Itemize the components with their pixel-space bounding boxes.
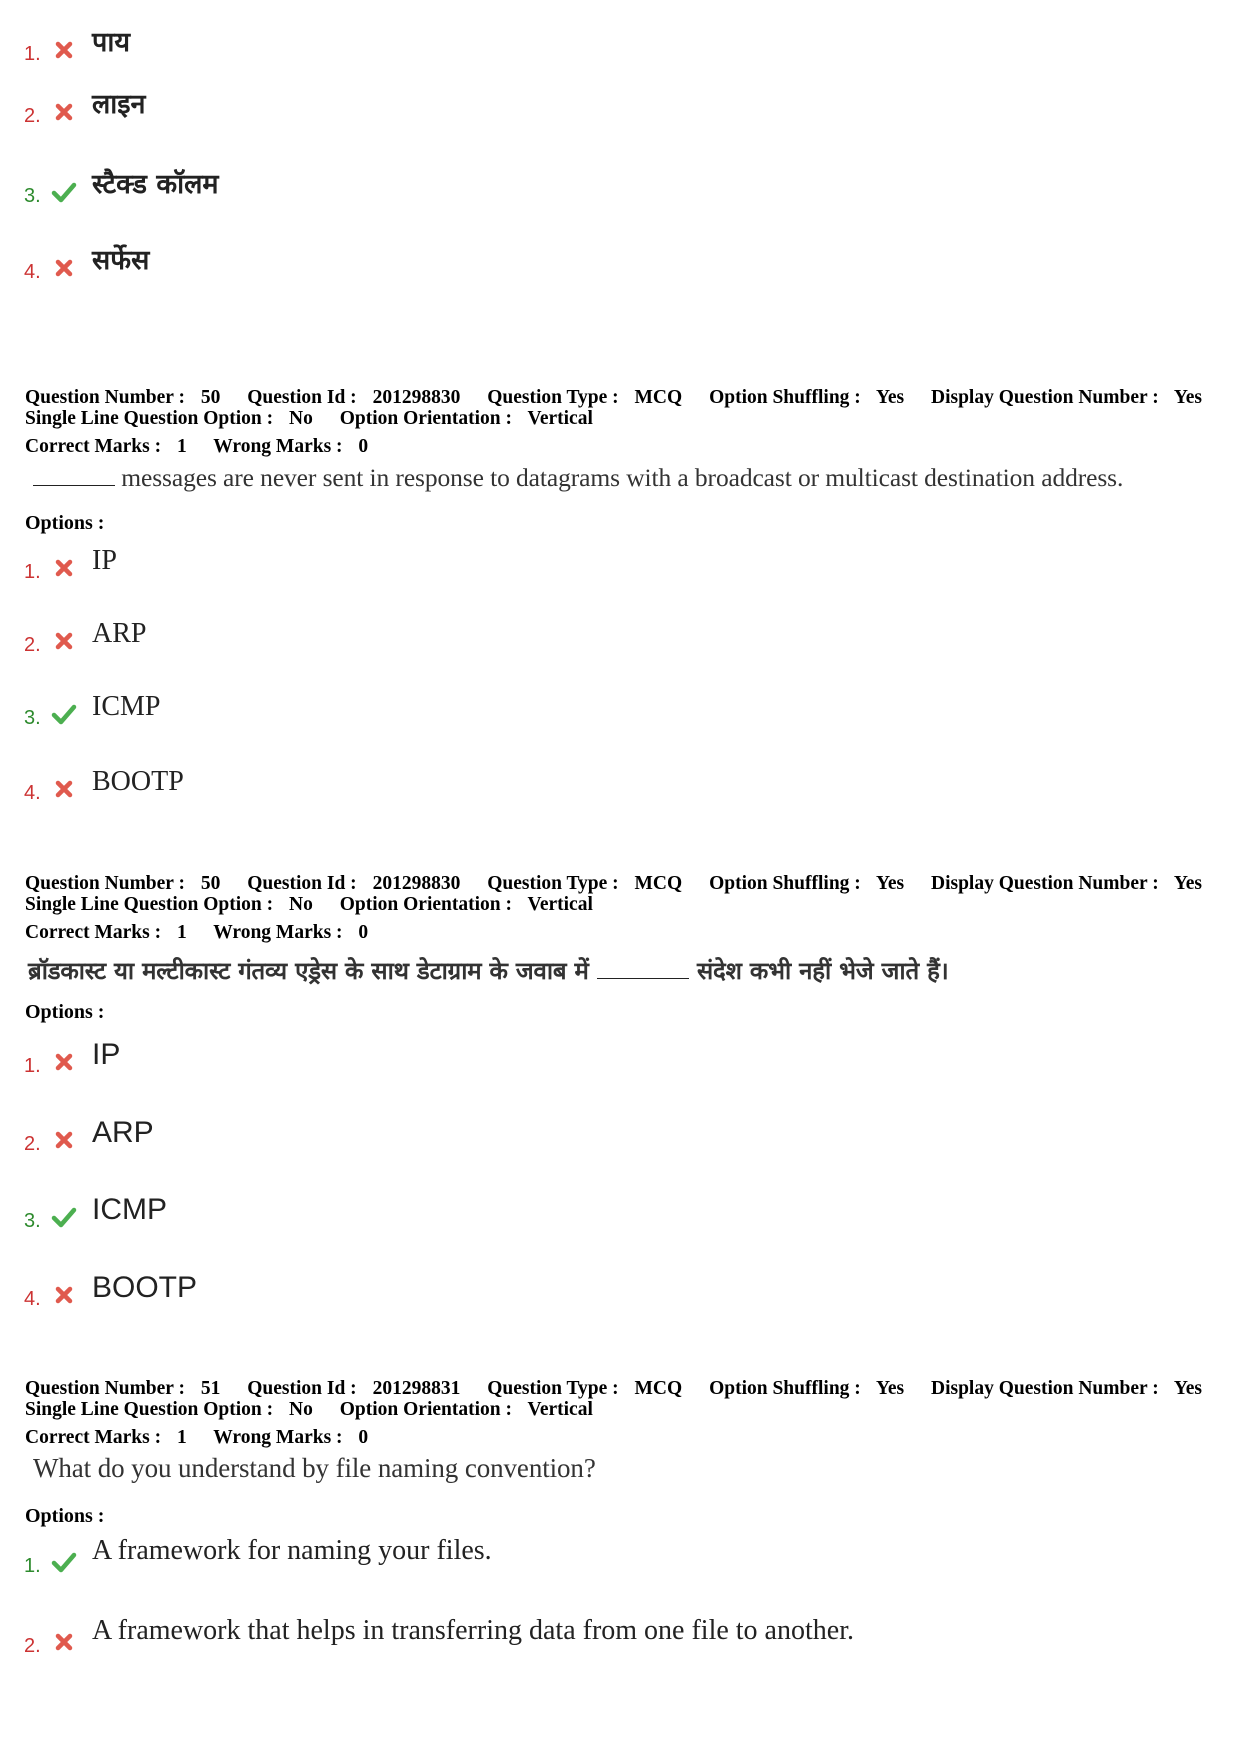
option-text: BOOTP bbox=[92, 1271, 198, 1304]
question-number: 50 bbox=[200, 873, 221, 894]
question-type: MCQ bbox=[634, 873, 683, 894]
check-icon bbox=[51, 702, 77, 726]
marks-line: Correct Marks : 1 Wrong Marks : 0 bbox=[25, 436, 369, 457]
display-question-number: Yes bbox=[1173, 387, 1203, 408]
option-text: A framework that helps in transferring data from one file to another. bbox=[92, 1615, 854, 1646]
option-text: ICMP bbox=[92, 691, 161, 722]
question-meta-line-1: Question Number : 51 Question Id : 201298831 Question Type : MCQ Option Shuffling : Yes Display Question Number : Yes bbox=[25, 1378, 1203, 1399]
option-number: 3. bbox=[24, 185, 41, 207]
correct-marks: 1 bbox=[176, 436, 187, 457]
cross-icon bbox=[51, 777, 77, 801]
correct-marks: 1 bbox=[176, 922, 187, 943]
wrong-marks: 0 bbox=[358, 1427, 369, 1448]
option-text: ARP bbox=[92, 1116, 154, 1149]
question-meta-line-1: Question Number : 50 Question Id : 201298830 Question Type : MCQ Option Shuffling : Yes Display Question Number : Yes bbox=[25, 873, 1203, 894]
question-id: 201298830 bbox=[372, 387, 461, 408]
wrong-marks: 0 bbox=[358, 922, 369, 943]
cross-icon bbox=[51, 1128, 77, 1152]
option-number: 1. bbox=[24, 561, 41, 583]
option-number: 3. bbox=[24, 1210, 41, 1232]
option-shuffling: Yes bbox=[875, 873, 905, 894]
question-id: 201298831 bbox=[372, 1378, 461, 1399]
options-label: Options : bbox=[25, 1505, 105, 1527]
question-number: 50 bbox=[200, 387, 221, 408]
option-text: ARP bbox=[92, 618, 147, 649]
option-number: 3. bbox=[24, 707, 41, 729]
question-type: MCQ bbox=[634, 1378, 683, 1399]
option-text: ICMP bbox=[92, 1193, 167, 1226]
option-shuffling: Yes bbox=[875, 387, 905, 408]
marks-line: Correct Marks : 1 Wrong Marks : 0 bbox=[25, 1427, 369, 1448]
answer-blank bbox=[33, 463, 115, 486]
option-text: IP bbox=[92, 1038, 121, 1071]
check-icon bbox=[51, 180, 77, 204]
option-text: IP bbox=[92, 545, 117, 576]
cross-icon bbox=[51, 38, 77, 62]
cross-icon bbox=[51, 100, 77, 124]
question-id: 201298830 bbox=[372, 873, 461, 894]
cross-icon bbox=[51, 1050, 77, 1074]
option-number: 2. bbox=[24, 1635, 41, 1657]
question-text: What do you understand by file naming convention? bbox=[33, 1453, 596, 1483]
cross-icon bbox=[51, 629, 77, 653]
question-meta-line-1: Question Number : 50 Question Id : 201298830 Question Type : MCQ Option Shuffling : Yes Display Question Number : Yes bbox=[25, 387, 1203, 408]
answer-blank bbox=[597, 956, 689, 979]
option-number: 4. bbox=[24, 261, 41, 283]
option-text: सर्फेस bbox=[92, 245, 150, 276]
marks-line: Correct Marks : 1 Wrong Marks : 0 bbox=[25, 922, 369, 943]
display-question-number: Yes bbox=[1173, 873, 1203, 894]
question-type: MCQ bbox=[634, 387, 683, 408]
option-text: पाय bbox=[92, 27, 130, 58]
option-text: स्टैक्ड कॉलम bbox=[92, 169, 219, 200]
cross-icon bbox=[51, 556, 77, 580]
question-meta-line-2: Single Line Question Option : No Option Orientation : Vertical bbox=[25, 408, 593, 429]
question-meta-line-2: Single Line Question Option : No Option Orientation : Vertical bbox=[25, 894, 593, 915]
option-shuffling: Yes bbox=[875, 1378, 905, 1399]
check-icon bbox=[51, 1205, 77, 1229]
option-number: 2. bbox=[24, 634, 41, 656]
option-number: 4. bbox=[24, 1288, 41, 1310]
option-number: 2. bbox=[24, 1133, 41, 1155]
display-question-number: Yes bbox=[1173, 1378, 1203, 1399]
cross-icon bbox=[51, 1630, 77, 1654]
option-number: 1. bbox=[24, 1555, 41, 1577]
question-meta-line-2: Single Line Question Option : No Option Orientation : Vertical bbox=[25, 1399, 593, 1420]
question-text: messages are never sent in response to datagrams with a broadcast or multicast destination address. bbox=[33, 463, 1123, 493]
check-icon bbox=[51, 1550, 77, 1574]
cross-icon bbox=[51, 1283, 77, 1307]
option-number: 1. bbox=[24, 1055, 41, 1077]
option-number: 1. bbox=[24, 43, 41, 65]
wrong-marks: 0 bbox=[358, 436, 369, 457]
option-text: लाइन bbox=[92, 89, 146, 120]
options-label: Options : bbox=[25, 1001, 105, 1023]
option-text: BOOTP bbox=[92, 766, 184, 797]
cross-icon bbox=[51, 256, 77, 280]
option-number: 4. bbox=[24, 782, 41, 804]
question-number: 51 bbox=[200, 1378, 221, 1399]
option-number: 2. bbox=[24, 105, 41, 127]
question-text: ब्रॉडकास्ट या मल्टीकास्ट गंतव्य एड्रेस के साथ डेटाग्राम के जवाब में संदेश कभी नहीं भेजे जाते हैं। bbox=[28, 957, 949, 985]
correct-marks: 1 bbox=[176, 1427, 187, 1448]
option-text: A framework for naming your files. bbox=[92, 1535, 492, 1566]
options-label: Options : bbox=[25, 512, 105, 534]
